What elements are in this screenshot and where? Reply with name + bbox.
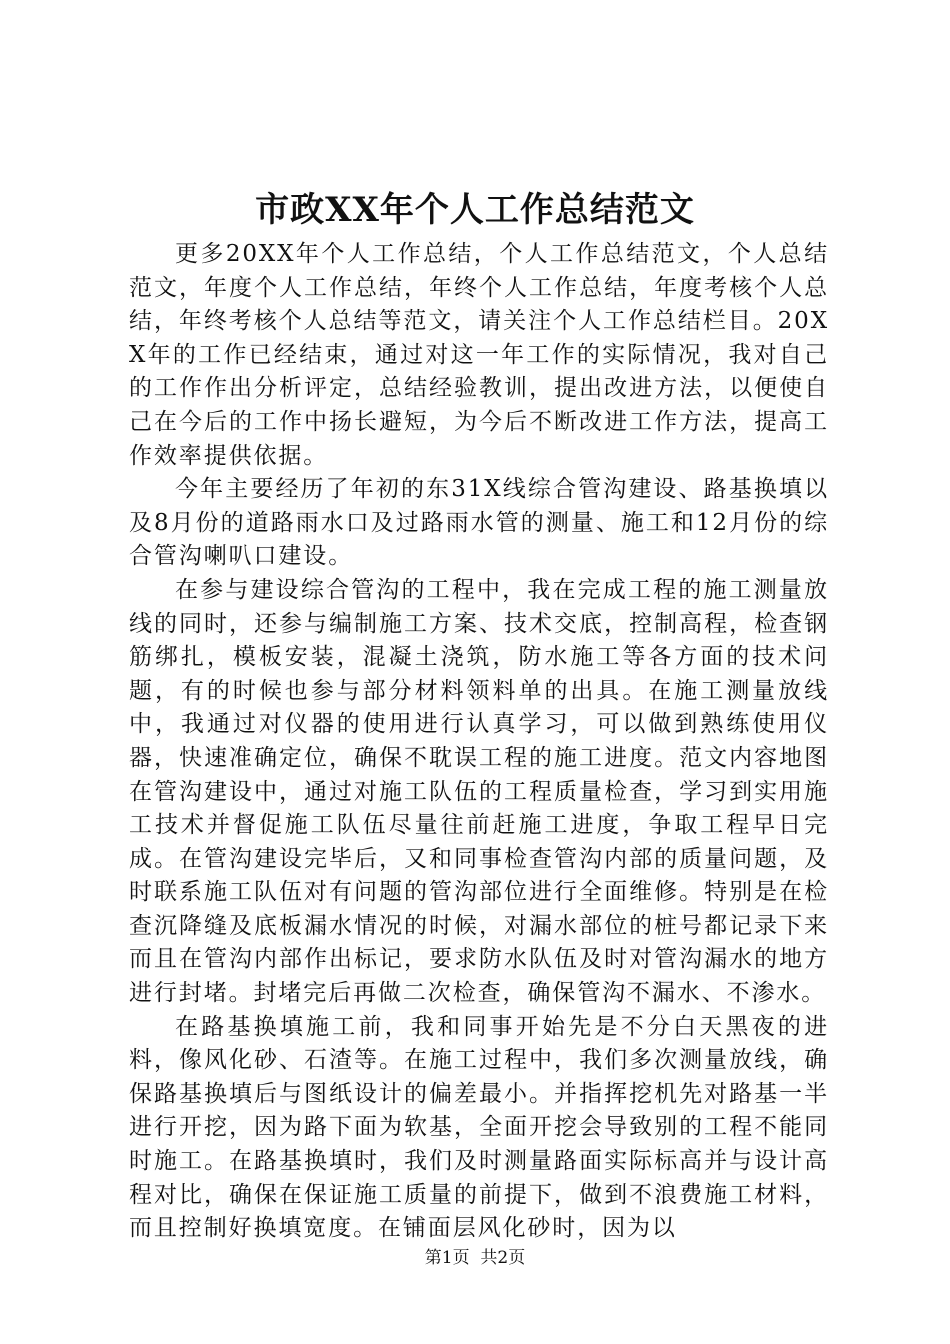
paragraph-roadbed: 在路基换填施工前，我和同事开始先是不分白天黑夜的进料，像风化砂、石渣等。在施工过程中，我们多次测量放线，确保路基换填后与图纸设计的偏差最小。并指挥挖机先对路基一半进行开挖，因为路下面为软基，全面开挖会导致别的工程不能同时施工。在路基换填时，我们及时测量路面实际标高并与设计高程对比，确保在保证施工质量的前提下，做到不浪费施工材料，而且控制好换填宽度。在铺面层风化砂时，因为以	[129, 1013, 829, 1242]
document-body	[129, 238, 829, 1246]
page-number-footer: 第1页 共2页	[424, 1248, 526, 1268]
document-title: 市政XX年个人工作总结范文	[255, 190, 695, 230]
paragraph-overview: 今年主要经历了年初的东31X线综合管沟建设、路基换填以及8月份的道路雨水口及过路雨水管的测量、施工和12月份的综合管沟喇叭口建设。	[129, 476, 829, 570]
paragraph-intro: 更多20XX年个人工作总结，个人工作总结范文，个人总结范文，年度个人工作总结，年终个人工作总结，年度考核个人总结，年终考核个人总结等范文，请关注个人工作总结栏目。20XX年的工作已经结束，通过对这一年工作的实际情况，我对自己的工作作出分析评定，总结经验教训，提出改进方法，以便使自己在今后的工作中扬长避短，为今后不断改进工作方法，提高工作效率提供依据。	[129, 241, 829, 469]
paragraph-pipe-gallery: 在参与建设综合管沟的工程中，我在完成工程的施工测量放线的同时，还参与编制施工方案、技术交底，控制高程，检查钢筋绑扎，模板安装，混凝土浇筑，防水施工等各方面的技术问题，有的时候也参与部分材料领料单的出具。在施工测量放线中，我通过对仪器的使用进行认真学习，可以做到熟练使用仪器，快速准确定位，确保不耽误工程的施工进度。范文内容地图在管沟建设中，通过对施工队伍的工程质量检查，学习到实用施工技术并督促施工队伍尽量往前赶施工进度，争取工程早日完成。在管沟建设完毕后，又和同事检查管沟内部的质量问题，及时联系施工队伍对有问题的管沟部位进行全面维修。特别是在检查沉降缝及底板漏水情况的时候，对漏水部位的桩号都记录下来而且在管沟内部作出标记，要求防水队伍及时对管沟漏水的地方进行封堵。封堵完后再做二次检查，确保管沟不漏水、不渗水。	[129, 576, 829, 1007]
